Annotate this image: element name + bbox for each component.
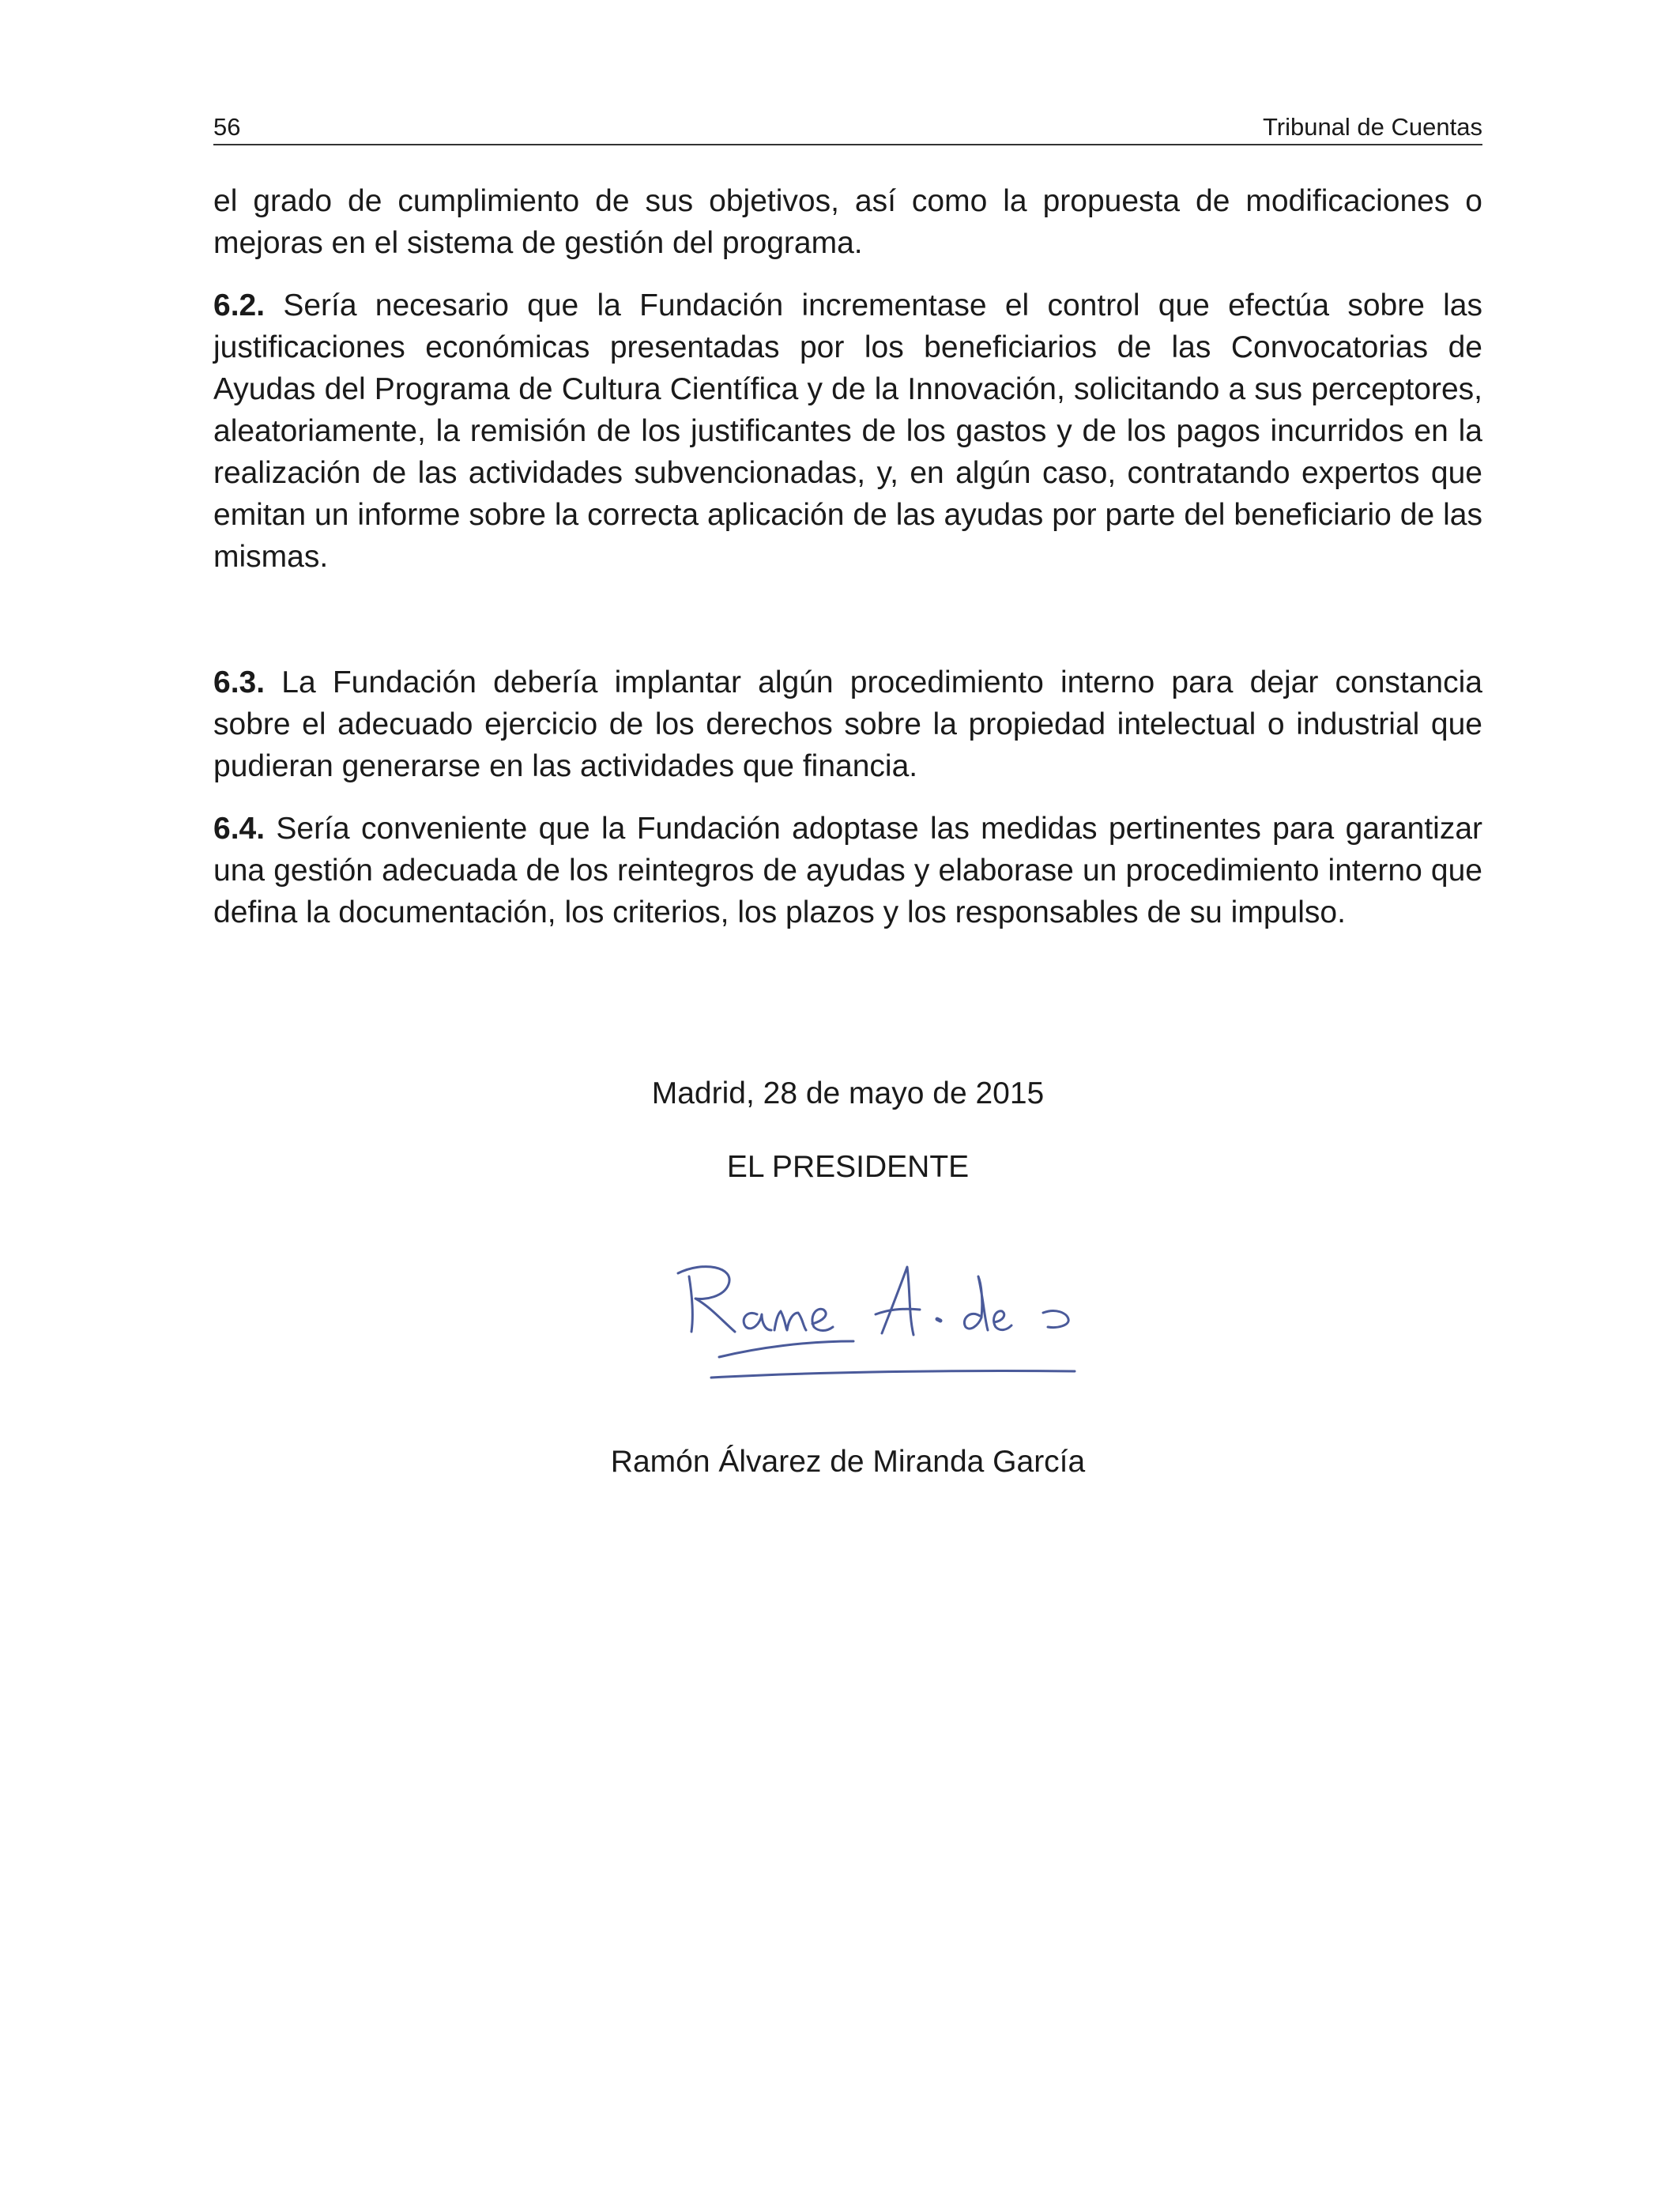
paragraph-text: el grado de cumplimiento de sus objetivos, así como la propuesta de modificaciones o mejoras en el sistema de gestión del programa.	[213, 184, 1482, 260]
paragraph-continuation	[213, 180, 1482, 264]
paragraph-6-3	[213, 662, 1482, 787]
paragraph-text: Sería conveniente que la Fundación adoptase las medidas pertinentes para garantizar una gestión adecuada de los reintegros de ayudas y elaborase un procedimiento interno que defina la documentación, los criterios, los plazos y los responsables de su impulso.	[213, 812, 1482, 929]
signer-title: EL PRESIDENTE	[726, 1150, 970, 1184]
page-number: 56	[213, 113, 241, 141]
handwritten-signature	[616, 1221, 1122, 1403]
paragraph-text: La Fundación debería implantar algún procedimiento interno para dejar constancia sobre el adecuado ejercicio de los derechos sobre la propiedad intelectual o industrial que pudieran generarse en las actividades que financia.	[213, 665, 1482, 783]
header-title: Tribunal de Cuentas	[1262, 113, 1482, 141]
place-date: Madrid, 28 de mayo de 2015	[651, 1076, 1045, 1110]
signer-name: Ramón Álvarez de Miranda García	[610, 1445, 1086, 1479]
paragraph-number: 6.2.	[213, 288, 266, 322]
paragraph-number: 6.3.	[213, 665, 266, 699]
document-body	[213, 180, 1482, 933]
paragraph-6-4	[213, 808, 1482, 933]
paragraph-text: Sería necesario que la Fundación incrementase el control que efectúa sobre las justificaciones económicas presentadas por los beneficiarios de las Convocatorias de Ayudas del Programa de Cultura Científica y de la Innovación, solicitando a sus perceptores, aleatoriamente, la remisión de los justificantes de los gastos y de los pagos incurridos en la realización de las actividades subvencionadas, y, en algún caso, contratando expertos que emitan un informe sobre la correcta aplicación de las ayudas por parte del beneficiario de las mismas.	[213, 288, 1482, 574]
paragraph-6-2	[213, 285, 1482, 578]
page-header	[213, 111, 1482, 145]
paragraph-number: 6.4.	[213, 812, 266, 846]
